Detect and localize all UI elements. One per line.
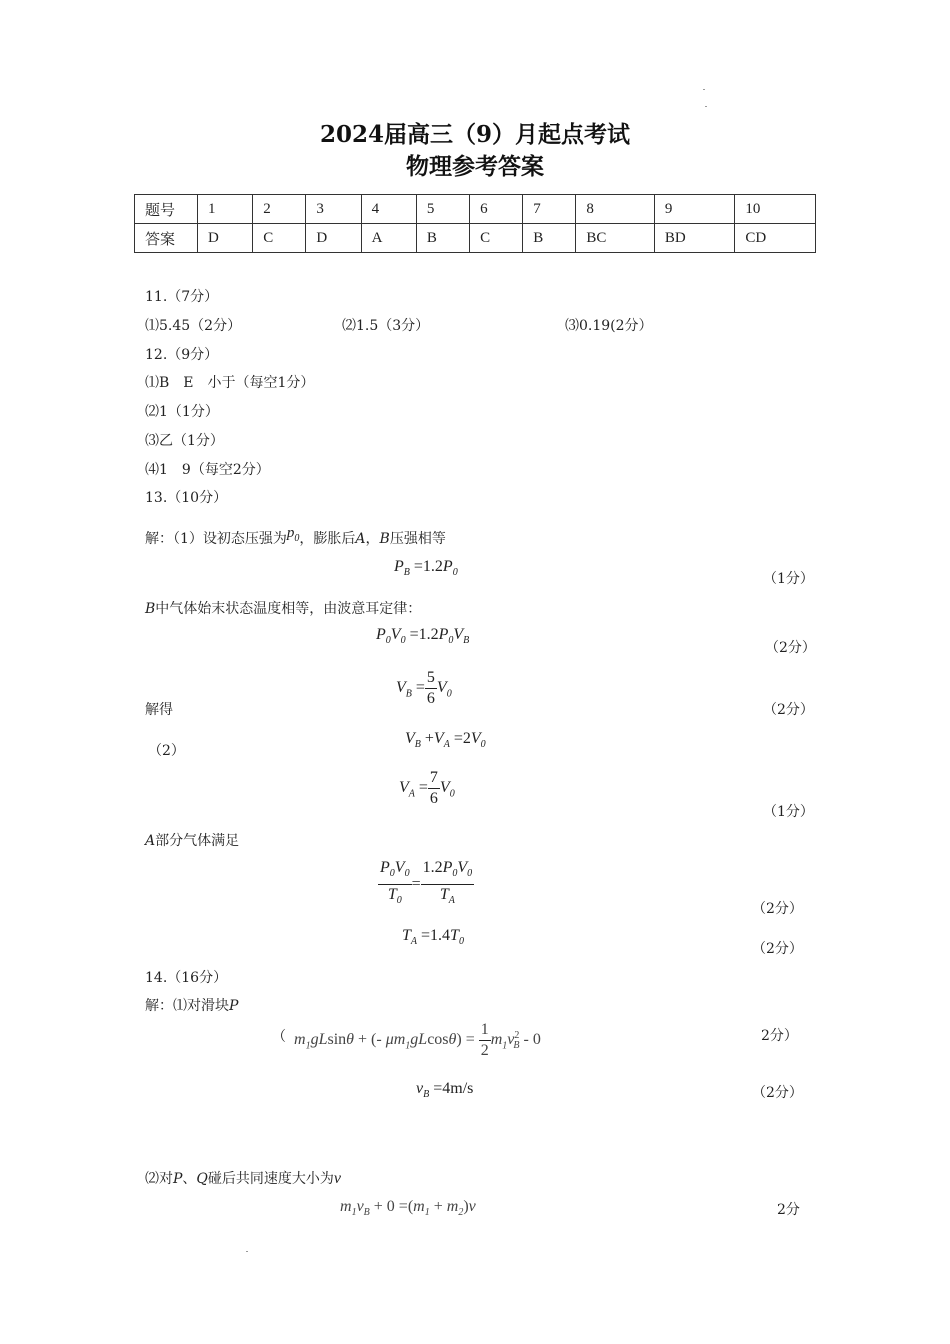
- var-a: A: [145, 833, 156, 849]
- score-label: （2分）: [752, 901, 803, 917]
- q12-part1: ⑴B E 小于（每空1分）: [145, 375, 315, 391]
- q12-part4: ⑷1 9（每空2分）: [145, 462, 270, 478]
- q13-intro: [145, 525, 446, 550]
- score-label: （2分）: [752, 941, 803, 957]
- var-b: B: [145, 601, 156, 617]
- table-cell: 题号: [135, 195, 198, 224]
- page-subtitle: 物理参考答案: [406, 153, 544, 180]
- table-cell: D: [306, 224, 361, 253]
- equation-vb: $V_B$ = $\frac{5}{6}$ $V_0$: [396, 669, 452, 707]
- table-cell: 3: [306, 195, 361, 224]
- equation-sum: $V_B +V_A =2V_0$: [405, 730, 486, 751]
- equation-momentum: $m_1v_B + 0 =(m_1 + m_2)v$: [340, 1198, 476, 1219]
- answer-table: [134, 194, 816, 253]
- var-q: Q: [196, 1171, 208, 1187]
- equation-vb-speed: $v_B =4m/s$: [416, 1080, 474, 1101]
- boyle-text: 中气体始末状态温度相等，由波意耳定律：: [155, 601, 422, 617]
- part2-text: ⑵对: [145, 1171, 173, 1187]
- table-cell: BC: [576, 224, 654, 253]
- table-cell: B: [416, 224, 469, 253]
- p0-symbol: $p_0$: [286, 525, 300, 544]
- q11-part3: ⑶0.19(2分）: [565, 318, 653, 334]
- q13-heading: 13.（10分）: [145, 490, 228, 506]
- table-cell: 1: [198, 195, 253, 224]
- solve-label: 解得: [145, 702, 173, 718]
- score-label: （2分）: [752, 1085, 803, 1101]
- equation-boyle: $P_0V_0 =1.2P_0V_B$: [376, 626, 470, 647]
- table-row: [135, 195, 816, 224]
- table-cell: 5: [416, 195, 469, 224]
- table-cell: 答案: [135, 224, 198, 253]
- part2-text: 碰后共同速度大小为: [207, 1171, 334, 1187]
- equation-pb: $P_B =1.2P_0$: [394, 558, 458, 579]
- table-cell: 7: [523, 195, 576, 224]
- equation-ta: $T_A =1.4T_0$: [402, 927, 464, 948]
- var-p: P: [173, 1171, 183, 1187]
- equation-gas-law: $\frac{P_0V_0}{T_0}$ = $\frac{1.2P_0V_0}{T_A}$: [380, 859, 473, 907]
- table-cell: C: [470, 224, 523, 253]
- table-cell: C: [253, 224, 306, 253]
- q12-part2: ⑵1（1分）: [145, 404, 219, 420]
- q13-boyle: [145, 598, 421, 618]
- score-label: （2分）: [763, 702, 814, 718]
- score-label: 2分）: [761, 1028, 798, 1044]
- q14-part2: [145, 1168, 341, 1188]
- var-a: A: [355, 531, 366, 547]
- var-p: P: [229, 998, 239, 1014]
- equation-va: $V_A$ = $\frac{7}{6}$ $V_0$: [399, 769, 455, 807]
- table-cell: 10: [735, 195, 816, 224]
- table-cell: 4: [361, 195, 416, 224]
- table-cell: CD: [735, 224, 816, 253]
- score-label: 2分: [777, 1202, 800, 1218]
- intro-text: 压强相等: [389, 531, 446, 547]
- score-label: （2分）: [765, 640, 816, 656]
- table-row: [135, 224, 816, 253]
- table-cell: BD: [654, 224, 735, 253]
- speck-mark: [246, 1251, 248, 1252]
- table-cell: 2: [253, 195, 306, 224]
- open-paren: （: [272, 1029, 286, 1045]
- table-cell: 6: [470, 195, 523, 224]
- part2-text: 、: [182, 1171, 197, 1187]
- intro-text: 解：（1）设初态压强为: [145, 531, 287, 547]
- q13-a-part: [145, 830, 239, 850]
- q12-part3: ⑶乙（1分）: [145, 433, 224, 449]
- score-label: （1分）: [763, 804, 814, 820]
- q11-part1: ⑴5.45（2分）: [145, 318, 242, 334]
- intro-text: ，膨胀后: [299, 531, 356, 547]
- table-cell: D: [198, 224, 253, 253]
- part1-text: 解：⑴对滑块: [145, 998, 229, 1014]
- speck-mark: [703, 89, 705, 90]
- q14-part1: [145, 995, 238, 1015]
- var-b: B: [379, 531, 390, 547]
- part2-label: （2）: [148, 743, 185, 759]
- q12-heading: 12.（9分）: [145, 347, 219, 363]
- q11-heading: 11.（7分）: [145, 289, 219, 305]
- var-v: v: [333, 1170, 342, 1187]
- intro-text: ，: [365, 531, 380, 547]
- table-cell: 8: [576, 195, 654, 224]
- score-label: （1分）: [763, 571, 814, 587]
- speck-mark: [705, 106, 707, 107]
- table-cell: A: [361, 224, 416, 253]
- a-part-text: 部分气体满足: [155, 833, 240, 849]
- page-title: 2024届高三（9）月起点考试: [319, 121, 631, 148]
- table-cell: 9: [654, 195, 735, 224]
- table-cell: B: [523, 224, 576, 253]
- q11-part2: ⑵1.5（3分）: [342, 318, 430, 334]
- equation-energy: $m_1gLsin\theta$ + (- $\mu m_1gLcos\theta$) = $\frac{1}{2}$ $m_1v^2_B - 0$: [294, 1021, 541, 1059]
- q14-heading: 14.（16分）: [145, 970, 228, 986]
